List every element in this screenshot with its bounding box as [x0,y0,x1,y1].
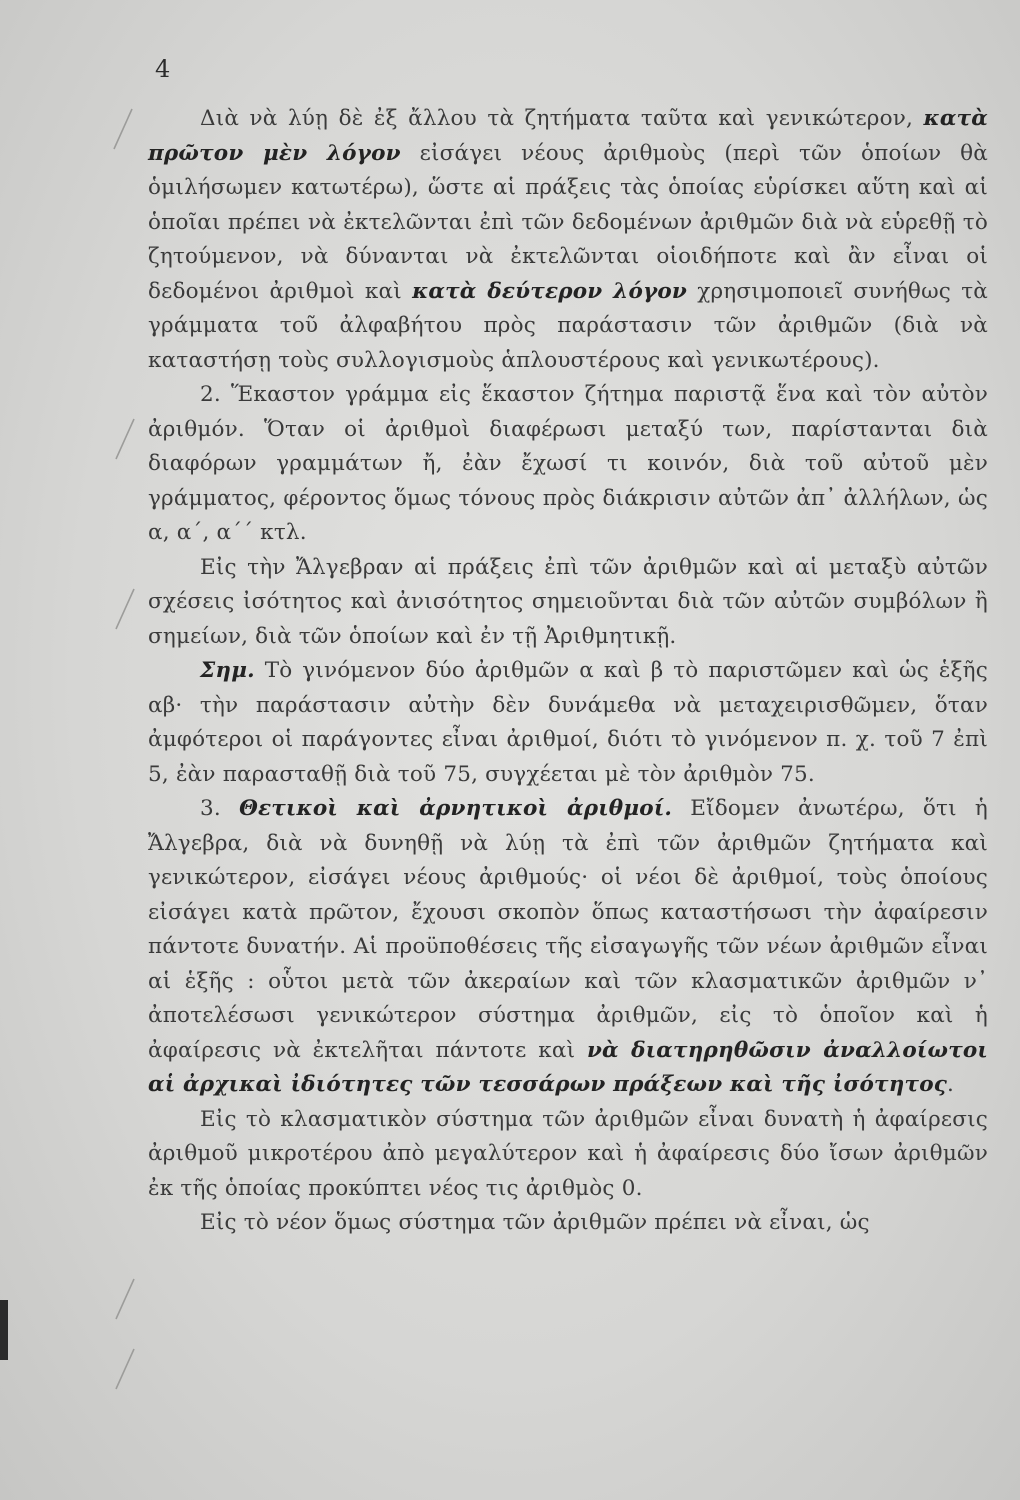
text-run: Εἰς τὴν Ἄλγεβραν αἱ πράξεις ἐπὶ τῶν ἀριθμῶν καὶ αἱ μεταξὺ αὐτῶν σχέσεις ἰσότητος καὶ ἀνισότητος σημειοῦνται διὰ τῶν αὐτῶν συμβόλων ἢ σημείων, διὰ τῶν ὁποίων καὶ ἐν τῇ Ἀριθμητικῇ. [148,554,988,649]
paragraph [148,654,988,792]
pencil-check-mark [112,1345,138,1393]
emphasized-phrase: κατὰ δεύτερον λόγον [412,278,688,304]
paragraph [148,378,988,551]
text-run: Εἰς τὸ κλασματικὸν σύστημα τῶν ἀριθμῶν εἶναι δυνατὴ ἡ ἀφαίρεσις ἀριθμοῦ μικροτέρου ἀπὸ μεγαλύτερον καὶ ἡ ἀφαίρεσις δύο ἴσων ἀριθμῶν ἐκ τῆς ὁποίας προκύπτει νέος τις ἀριθμὸς 0. [148,1106,988,1201]
paragraph [148,102,988,378]
emphasized-phrase: Σημ. [200,658,255,683]
paragraph [148,792,988,1103]
text-run: Διὰ νὰ λύῃ δὲ ἐξ ἄλλου τὰ ζητήματα ταῦτα καὶ γενικώτερον, [200,106,924,131]
pencil-check-mark [112,585,138,633]
pencil-check-mark [110,105,136,153]
text-run: Τὸ γινόμενον δύο ἀριθμῶν α καὶ β τὸ παριστῶμεν καὶ ὡς ἑξῆς αβ· τὴν παράστασιν αὐτὴν δὲν δυνάμεθα νὰ μεταχειρισθῶμεν, ὅταν ἀμφότεροι οἱ παράγοντες εἶναι ἀριθμοί, διότι τὸ γινόμενον π. χ. τοῦ 7 ἐπὶ 5, ἐὰν παρασταθῇ διὰ τοῦ 75, συγχέεται μὲ τὸν ἀριθμὸν 75. [148,658,988,787]
emphasized-phrase: Θετικοὶ καὶ ἀρνητικοὶ ἀριθμοί. [239,796,673,821]
pencil-check-mark [112,415,138,463]
text-run: Ἕκαστον γράμμα εἰς ἕκαστον ζήτημα παριστᾷ ἕνα καὶ τὸν αὐτὸν ἀριθμόν. Ὅταν οἱ ἀριθμοὶ διαφέρωσι μεταξύ των, παρίστανται διὰ διαφόρων γραμμάτων ἤ, ἐὰν ἔχωσί τι κοινόν, διὰ τοῦ αὐτοῦ μὲν γράμματος, φέροντος ὅμως τόνους πρὸς διάκρισιν αὐτῶν ἀπ᾽ ἀλλήλων, ὡς α, α΄, α΄΄ κτλ. [148,382,988,545]
binder-edge [0,1300,8,1360]
text-run: . [947,1072,955,1097]
pencil-check-mark [112,1275,138,1323]
text-run: Εἴδομεν ἀνωτέρω, ὅτι ἡ Ἄλγεβρα, διὰ νὰ δυνηθῇ νὰ λύῃ τὰ ἐπὶ τῶν ἀριθμῶν ζητήματα καὶ γενικώτερον, εἰσάγει νέους ἀριθμούς· οἱ νέοι δὲ ἀριθμοί, τοὺς ὁποίους εἰσάγει κατὰ πρῶτον, ἔχουσι σκοπὸν ὅπως καταστήσωσι τὴν ἀφαίρεσιν πάντοτε δυνατήν. Αἱ προϋποθέσεις τῆς εἰσαγωγῆς τῶν νέων ἀριθμῶν εἶναι αἱ ἑξῆς : οὗτοι μετὰ τῶν ἀκεραίων καὶ τῶν κλασματικῶν ἀριθμῶν ν᾽ ἀποτελέσωσι γενικώτερον σύστημα ἀριθμῶν, εἰς τὸ ὁποῖον καὶ ἡ ἀφαίρεσις νὰ ἐκτελῆται πάντοτε καὶ [148,796,988,1063]
emphasized-phrase: νὰ διατηρηθῶσιν ἀναλλοίωτοι αἱ ἀρχικαὶ ἰδιότητες τῶν τεσσάρων πράξεων καὶ τῆς ἰσότητος [148,1037,989,1097]
paragraph [148,1103,988,1207]
paragraph [148,551,988,655]
text-run: 3. [200,796,240,821]
text-run: εἰσάγει νέους ἀριθμοὺς (περὶ τῶν ὁποίων θὰ ὁμιλήσωμεν κατωτέρω), ὥστε αἱ πράξεις τὰς ὁποίας εὑρίσκει αὕτη καὶ αἱ ὁποῖαι πρέπει νὰ ἐκτελῶνται ἐπὶ τῶν δεδομένων ἀριθμῶν διὰ νὰ εὑρεθῇ τὸ ζητούμενον, νὰ δύνανται νὰ ἐκτελῶνται οἱοιδήποτε καὶ ἂν εἶναι οἱ δεδομένοι ἀριθμοὶ καὶ [148,140,988,304]
text-run: Εἰς τὸ νέον ὅμως σύστημα τῶν ἀριθμῶν πρέπει νὰ εἶναι, ὡς [200,1210,870,1235]
text-run: χρησιμοποιεῖ συνήθως τὰ γράμματα τοῦ ἀλφαβήτου πρὸς παράστασιν τῶν ἀριθμῶν (διὰ νὰ καταστήσῃ τοὺς συλλογισμοὺς ἁπλουστέρους καὶ γενικωτέρους). [148,278,989,373]
paragraph [148,1206,988,1241]
page-number: 4 [155,55,171,83]
text-run: 2. [200,382,231,407]
body-text [148,102,988,1241]
emphasized-phrase: κατὰ πρῶτον μὲν λόγον [148,106,988,166]
